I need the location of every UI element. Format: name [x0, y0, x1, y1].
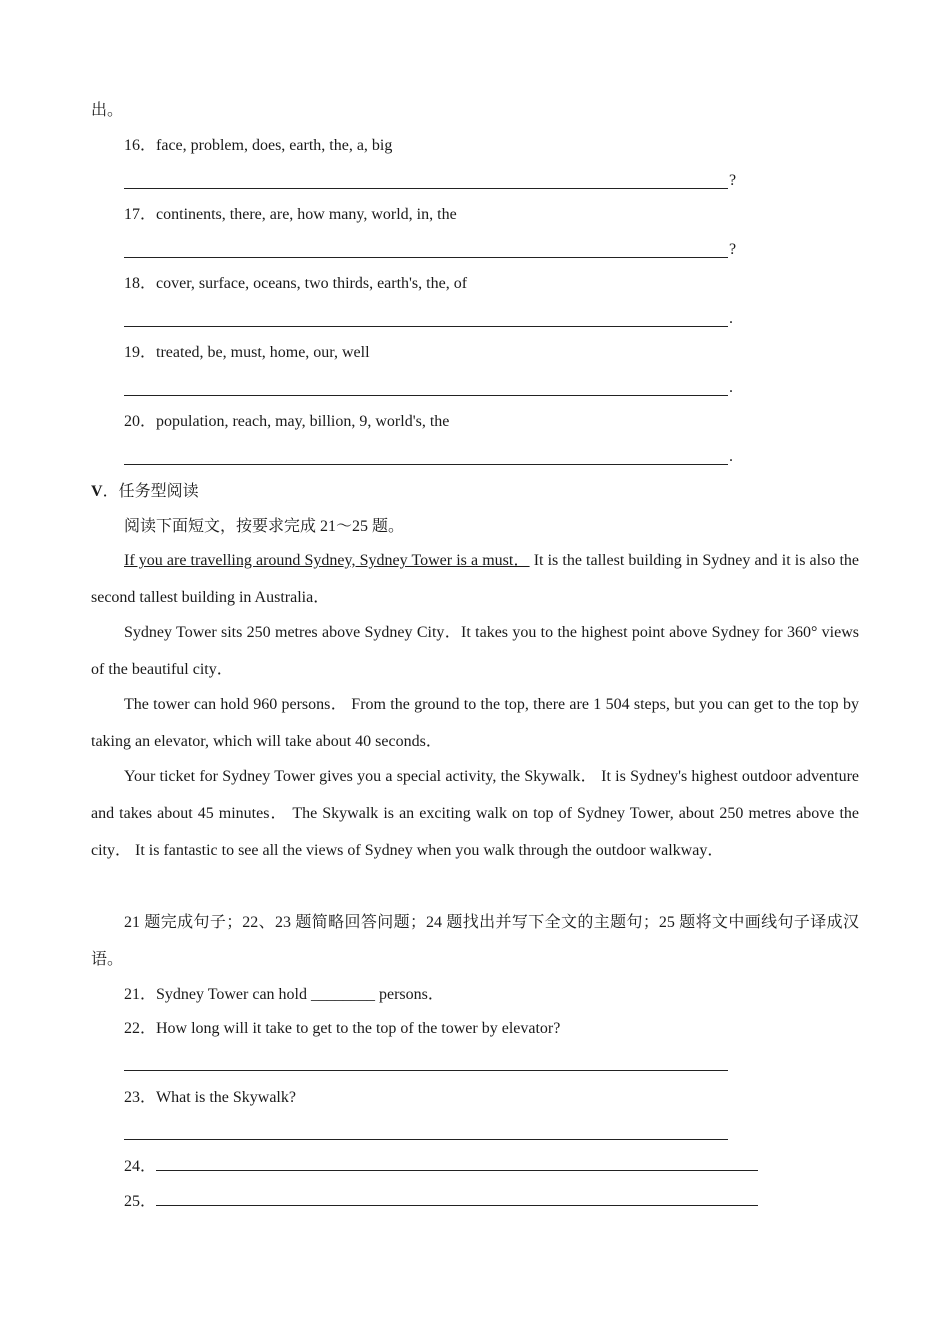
answer-line-18[interactable] [124, 326, 728, 327]
passage-paragraph-1 [91, 542, 859, 616]
underlined-sentence: If you are travelling around Sydney, Sydney Tower is a must． [124, 552, 530, 569]
answer-line-17[interactable] [124, 257, 728, 258]
answer-line-20[interactable] [124, 464, 728, 465]
answer-line-23[interactable] [124, 1139, 728, 1140]
paragraph-text: It is the tallest building in Sydney and it is also the second tallest building in Australia． [91, 552, 859, 606]
question-number: 17． [124, 206, 157, 223]
answer-line-19[interactable] [124, 395, 728, 396]
answer-punct-16: ? [729, 172, 737, 189]
section-roman-numeral: V [91, 483, 103, 500]
passage-paragraph-3: The tower can hold 960 persons． From the ground to the top, there are 1 504 steps, but you can get to the top by taking an elevator, which will take about 40 seconds． [91, 696, 859, 750]
question-words: population, reach, may, billion, 9, world's, the [156, 413, 450, 430]
question-words: continents, there, are, how many, world, in, the [156, 206, 457, 223]
passage-paragraph-2: Sydney Tower sits 250 metres above Sydney City．It takes you to the highest point above Sydney for 360° views of the beautiful city． [91, 624, 859, 678]
question-23: 23．What is the Skywalk? [124, 1089, 296, 1106]
answer-line-22[interactable] [124, 1070, 728, 1071]
answer-line-16[interactable] [124, 188, 728, 189]
question-16 [124, 135, 392, 157]
question-words: face, problem, does, earth, the, a, big [156, 137, 393, 154]
question-number: 18． [124, 275, 157, 292]
question-number: 20． [124, 413, 157, 430]
question-18 [124, 273, 467, 295]
answer-punct-18: . [729, 310, 733, 327]
answer-punct-19: . [729, 379, 733, 396]
answer-line-25[interactable] [156, 1191, 758, 1206]
question-21: 21．Sydney Tower can hold ________ persons． [124, 986, 444, 1003]
answer-line-24[interactable] [156, 1156, 758, 1171]
question-22: 22．How long will it take to get to the top of the tower by elevator? [124, 1020, 561, 1037]
answer-punct-20: . [729, 448, 733, 465]
question-19 [124, 342, 370, 364]
passage-paragraph-4: Your ticket for Sydney Tower gives you a special activity, the Skywalk． It is Sydney's highest outdoor adventure and takes about 45 minutes． The Skywalk is an exciting walk on top of Sydney Tower, about 250 metres above the city． It is fantastic to see all the views of Sydney when you walk through the outdoor walkway． [91, 768, 859, 859]
section-title: ．任务型阅读 [102, 483, 199, 500]
question-number: 24． [124, 1158, 157, 1175]
question-24 [124, 1156, 758, 1178]
question-25 [124, 1191, 758, 1213]
section-heading [91, 481, 199, 503]
section-instruction: 阅读下面短文，按要求完成 21～25 题。 [124, 518, 405, 535]
question-words: treated, be, must, home, our, well [156, 344, 370, 361]
question-number: 16． [124, 137, 157, 154]
question-number: 25． [124, 1193, 157, 1210]
answer-punct-17: ? [729, 241, 737, 258]
question-17 [124, 204, 457, 226]
question-words: cover, surface, oceans, two thirds, earth's, the, of [156, 275, 468, 292]
question-20 [124, 411, 449, 433]
top-fragment: 出。 [91, 102, 124, 119]
task-instruction: 21 题完成句子；22、23 题简略回答问题；24 题找出并写下全文的主题句；25 题将文中画线句子译成汉语。 [91, 914, 859, 968]
question-number: 19． [124, 344, 157, 361]
